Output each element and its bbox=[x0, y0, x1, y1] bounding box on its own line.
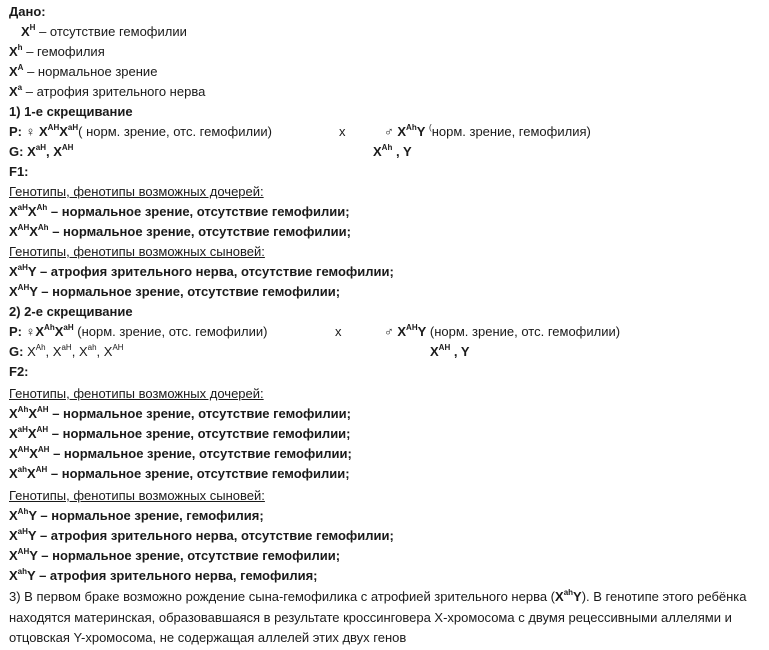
cross1-sons-heading: Генотипы, фенотипы возможных сыновей: bbox=[9, 244, 265, 259]
male-symbol: ♂ bbox=[384, 324, 394, 339]
cross1-daughters-heading: Генотипы, фенотипы возможных дочерей: bbox=[9, 184, 264, 199]
cross1-parents: P: ♀ $X^{AH}X^{aH}$( норм. зрение, отс. гемофилии) x ♂ $X^{Ah}Y$ (норм. зрение, гемофилия) bbox=[9, 122, 759, 142]
cross1-female-genotype: $X^{AH}X^{aH}$ bbox=[39, 123, 79, 139]
cross1-gametes: G: $X^{aH}$, $X^{AH}$ $X^{Ah}$ , Y bbox=[9, 143, 412, 159]
cross1-daughter-2: $X^{AH}X^{Ah}$ – нормальное зрение, отсутствие гемофилии; bbox=[9, 223, 351, 239]
cross2-f-label: F2: bbox=[9, 364, 29, 379]
cross2-daughter-2: $X^{aH}X^{AH}$ – нормальное зрение, отсутствие гемофилии; bbox=[9, 425, 351, 441]
cross-sign: x bbox=[339, 124, 346, 139]
given-def-2: $X^h$ – гемофилия bbox=[9, 43, 105, 59]
cross2-daughters-heading: Генотипы, фенотипы возможных дочерей: bbox=[9, 386, 264, 401]
cross-sign: x bbox=[335, 324, 342, 339]
cross2-son-3: $X^{AH}Y$ – нормальное зрение, отсутствие гемофилии; bbox=[9, 547, 341, 563]
cross2-son-2: $X^{aH}Y$ – атрофия зрительного нерва, отсутствие гемофилии; bbox=[9, 527, 394, 543]
given-def-4: $X^a$ – атрофия зрительного нерва bbox=[9, 83, 206, 99]
female-symbol: ♀ bbox=[25, 324, 36, 339]
cross2-gametes: G: $X^{Ah}$, $X^{aH}$, $X^{ah}$, $X^{AH}$ $X^{AH}$ , Y bbox=[9, 343, 470, 359]
given-def-3: $X^A$ – нормальное зрение bbox=[9, 63, 158, 79]
cross2-son-4: $X^{ah}Y$ – атрофия зрительного нерва, гемофилия; bbox=[9, 567, 318, 583]
cross1-daughter-1: $X^{aH}X^{Ah}$ – нормальное зрение, отсутствие гемофилии; bbox=[9, 203, 350, 219]
cross1-son-1: $X^{aH}Y$ – атрофия зрительного нерва, отсутствие гемофилии; bbox=[9, 263, 394, 279]
given-title: Дано: bbox=[9, 4, 46, 19]
answer-genotype: $X^{ah}Y$ bbox=[555, 588, 582, 604]
answer-paragraph: 3) В первом браке возможно рождение сына-гемофилика с атрофией зрительного нерва $(X^{ah}Y)$. В генотипе этого ребёнка находятся материнская, образовавшаяся в результате кроссинговера Х-хромосома с двумя рецессивными аллелями и отцовская Y-хромосома, не содержащая аллелей этих двух генов bbox=[9, 588, 747, 645]
cross1-male: ♂ $X^{Ah}Y$ (норм. зрение, гемофилия) bbox=[384, 123, 591, 139]
cross2-daughter-4: $X^{ah}X^{AH}$ – нормальное зрение, отсутствие гемофилии; bbox=[9, 465, 350, 481]
cross2-daughter-3: $X^{AH}X^{AH}$ – нормальное зрение, отсутствие гемофилии; bbox=[9, 445, 352, 461]
cross2-male: ♂ $X^{AH}Y$ (норм. зрение, отс. гемофилии) bbox=[384, 323, 621, 339]
cross2-son-1: $X^{Ah}Y$ – нормальное зрение, гемофилия; bbox=[9, 507, 264, 523]
male-symbol: ♂ bbox=[384, 124, 394, 139]
cross2-daughter-1: $X^{Ah}X^{AH}$ – нормальное зрение, отсутствие гемофилии; bbox=[9, 405, 351, 421]
cross1-title: 1) 1-е скрещивание bbox=[9, 104, 133, 119]
cross2-parents: P: $♀X^{Ah}X^{aH}$ (норм. зрение, отс. гемофилии) x ♂ $X^{AH}Y$ (норм. зрение, отс. гемофилии) bbox=[9, 322, 759, 342]
cross2-title: 2) 2-е скрещивание bbox=[9, 304, 133, 319]
given-def-1: $X^H$ – отсутствие гемофилии bbox=[21, 23, 187, 39]
female-symbol: ♀ bbox=[25, 124, 36, 139]
cross1-f-label: F1: bbox=[9, 164, 29, 179]
cross2-sons-heading: Генотипы, фенотипы возможных сыновей: bbox=[9, 488, 265, 503]
cross1-son-2: $X^{AH}Y$ – нормальное зрение, отсутствие гемофилии; bbox=[9, 283, 341, 299]
cross2-female-genotype: $X^{Ah}X^{aH}$ bbox=[35, 323, 74, 339]
